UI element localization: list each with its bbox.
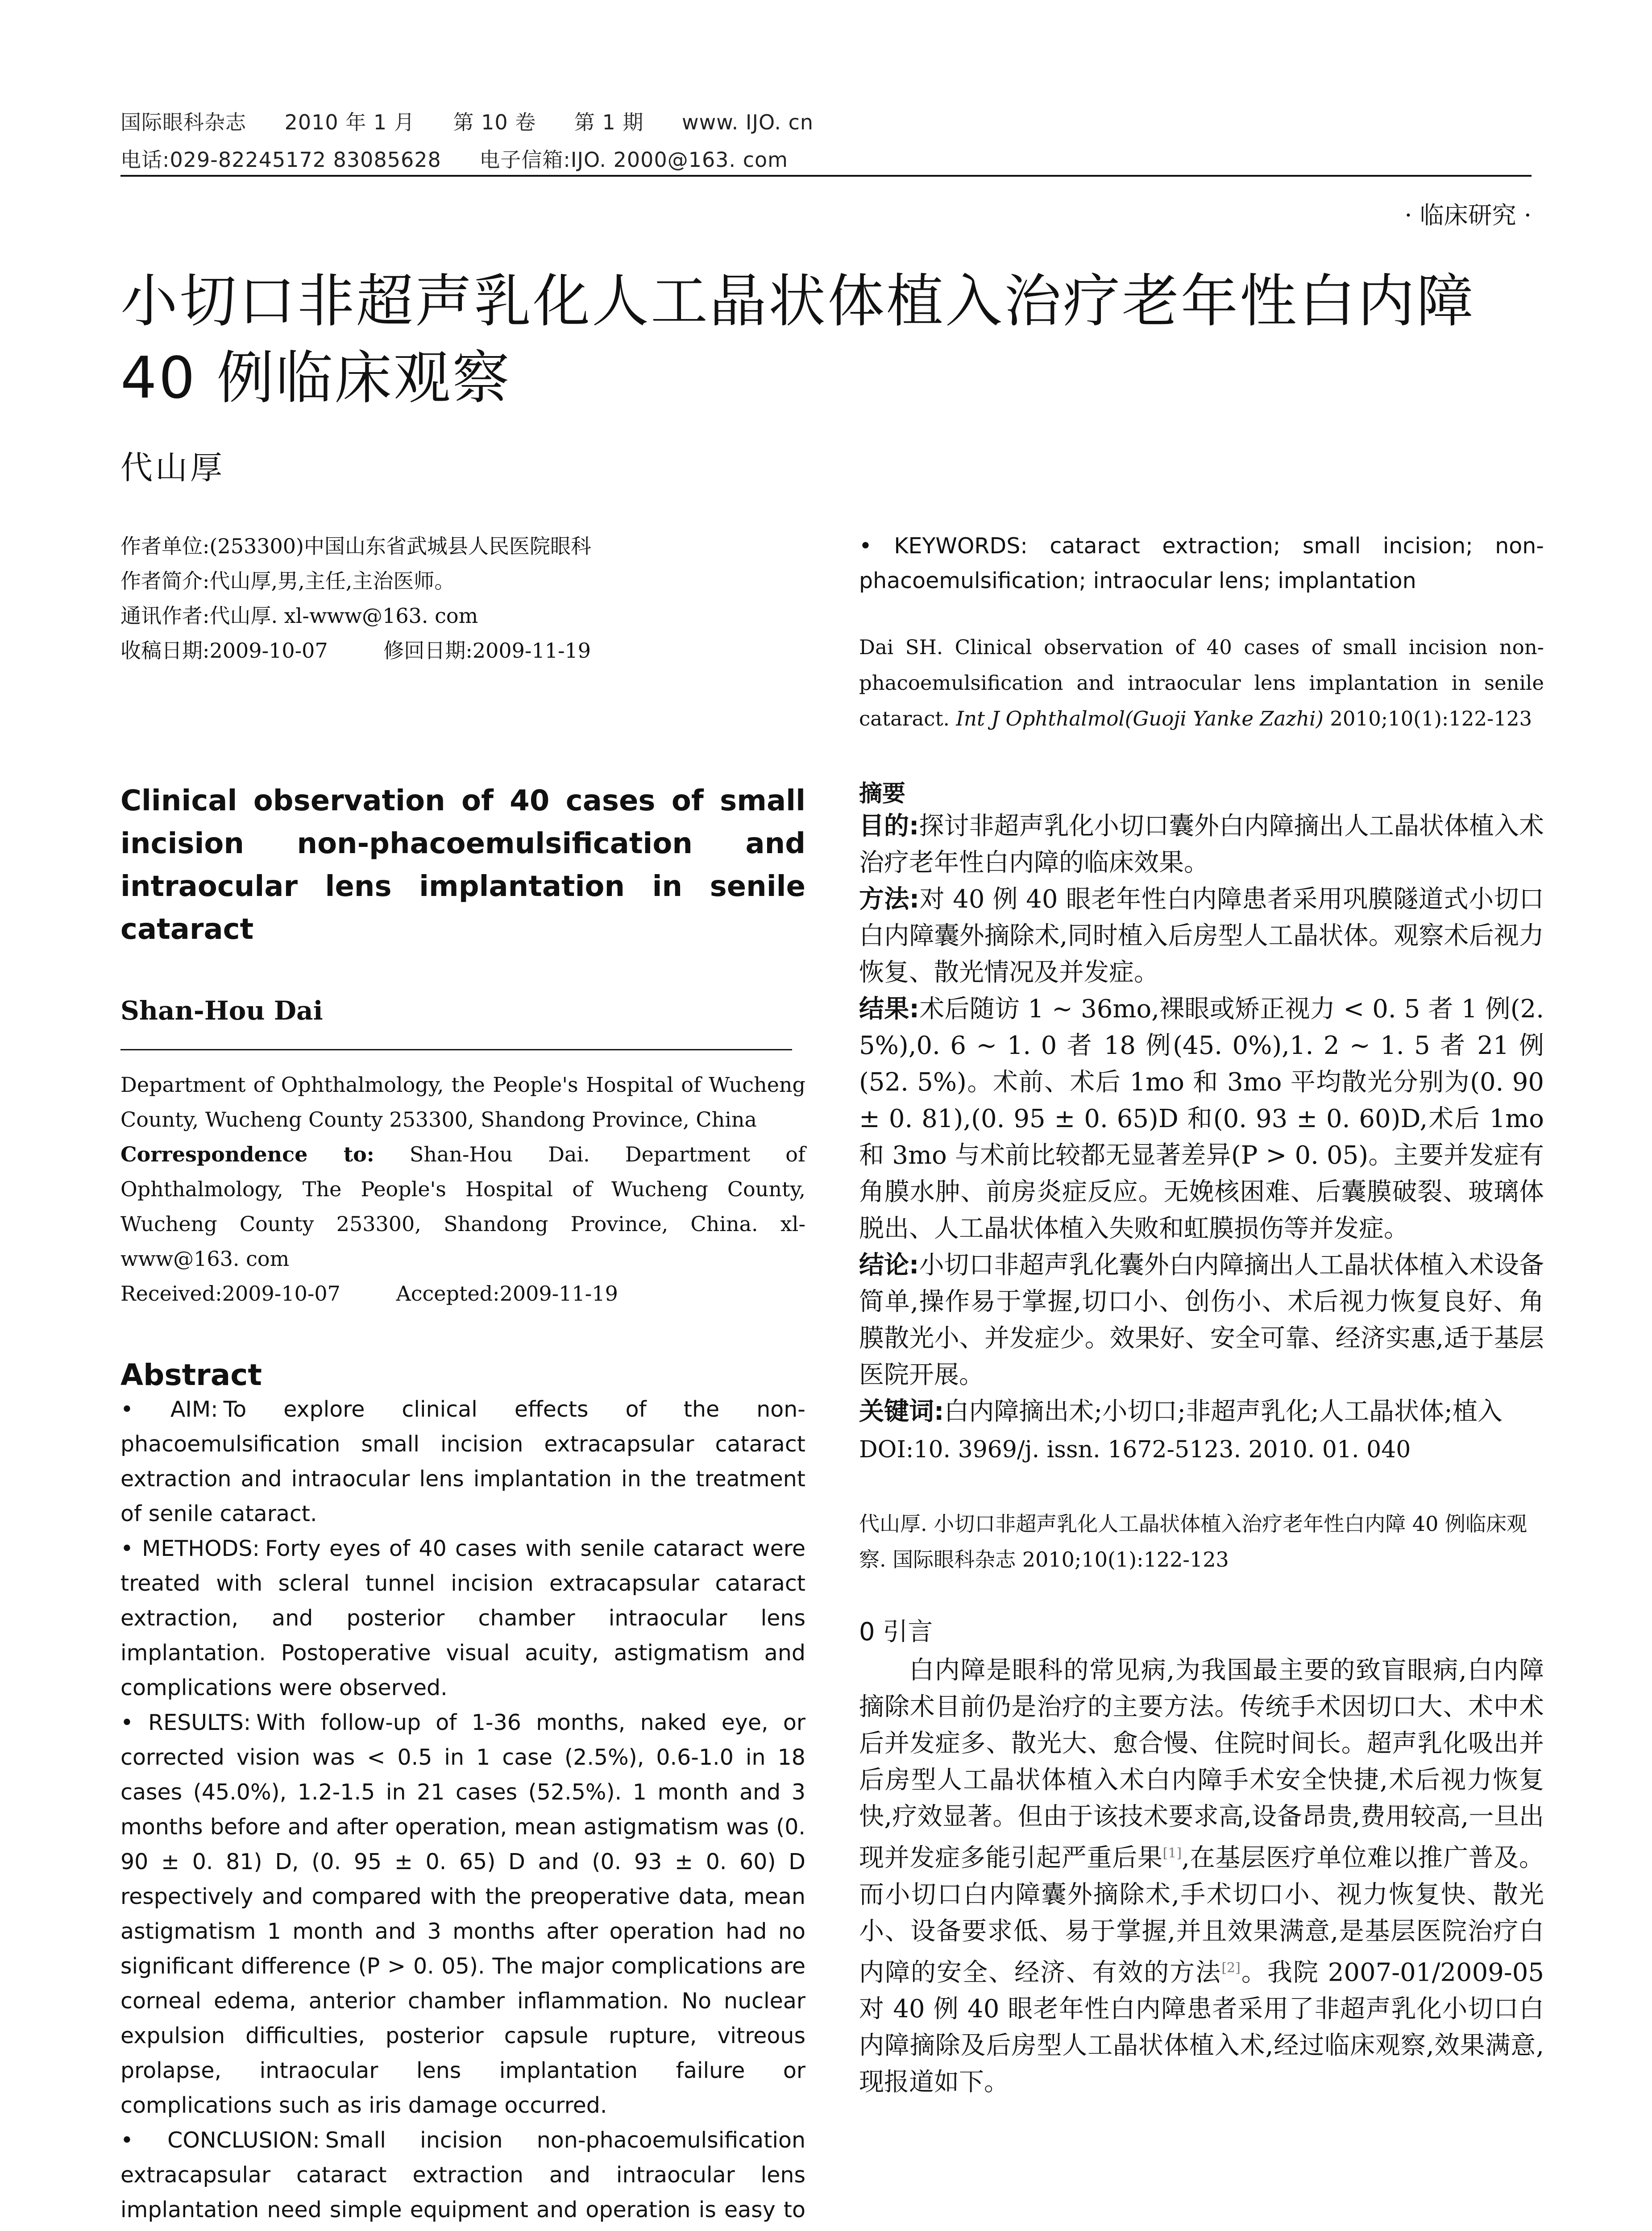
journal-website: www. IJO. cn — [682, 110, 814, 134]
aim-label: • AIM: — [120, 1397, 218, 1422]
author-affiliation-cn: 作者单位:(253300)中国山东省武城县人民医院眼科 — [120, 534, 591, 558]
citation-en-tail: 2010;10(1):122-123 — [1324, 707, 1532, 730]
journal-email: 电子信箱:IJO. 2000@163. com — [479, 148, 788, 172]
cn-conclusion-label: 结论: — [859, 1251, 919, 1280]
affiliation-en: Department of Ophthalmology, the People's Hospital of Wucheng County, Wucheng County 253300, Shandong Province, China — [120, 1073, 805, 1132]
chinese-title: 小切口非超声乳化人工晶状体植入治疗老年性白内障 40 例临床观察 — [120, 268, 1476, 411]
issue-number: 第 1 期 — [574, 110, 644, 134]
cn-keywords-text: 白内障摘出术;小切口;非超声乳化;人工晶状体;植入 — [944, 1397, 1503, 1426]
cn-keywords-label: 关键词: — [859, 1397, 944, 1426]
received-date-cn: 收稿日期:2009-10-07 — [120, 639, 328, 663]
correspondence-en: Shan-Hou Dai. Department of Ophthalmology, The People's Hospital of Wucheng County, Wucheng County 253300, Shandong Province, China. xl-www@163. com — [120, 1142, 805, 1271]
doi: DOI:10. 3969/j. issn. 1672-5123. 2010. 01. 040 — [859, 1436, 1411, 1463]
introduction-heading: 0 引言 — [859, 1617, 933, 1646]
received-date-en: Received:2009-10-07 — [120, 1281, 340, 1306]
abstract-keywords — [859, 529, 1544, 598]
introduction-paragraph — [859, 1652, 1544, 2101]
journal-name: 国际眼科杂志 — [120, 110, 246, 134]
chinese-citation: 代山厚. 小切口非超声乳化人工晶状体植入治疗老年性白内障 40 例临床观察. 国际眼科杂志 2010;10(1):122-123 — [859, 1512, 1527, 1572]
cn-conclusion-text: 小切口非超声乳化囊外白内障摘出人工晶状体植入术设备简单,操作易于掌握,切口小、创伤小、术后视力恢复良好、角膜散光小、并发症少。效果好、安全可靠、经济实惠,适于基层医院开展。 — [859, 1251, 1544, 1389]
intro-text-2: ,在基层医疗单位难以推广普及。而小切口白内障囊外摘除术,手术切口小、视力恢复快、散光小、设备要求低、易于掌握,并且效果满意,是基层医院治疗白内障的安全、经济、有效的方法 — [859, 1843, 1544, 1987]
chinese-article-meta — [120, 529, 805, 668]
cn-methods-label: 方法: — [859, 885, 920, 914]
cn-results-label: 结果: — [859, 995, 919, 1024]
intro-text-1: 白内障是眼科的常见病,为我国最主要的致盲眼病,白内障摘除术目前仍是治疗的主要方法。传统手术因切口大、术中术后并发症多、散光大、愈合慢、住院时间长。超声乳化吸出并后房型人工晶状体植入术白内障手术安全快捷,术后视力恢复快,疗效显著。但由于该技术要求高,设备昂贵,费用较高,一旦出现并发症多能引起严重后果 — [859, 1656, 1544, 1873]
methods-text: Forty eyes of 40 cases with senile cataract were treated with scleral tunnel incision extracapsular cataract extraction, and posterior chamber intraocular lens implantation. Postoperative visual acuity, astigmatism and complications were observed. — [120, 1536, 805, 1700]
cn-aim-text: 探讨非超声乳化小切口囊外白内障摘出人工晶状体植入术治疗老年性白内障的临床效果。 — [859, 812, 1544, 877]
correspondence-cn: 通讯作者:代山厚. xl-www@163. com — [120, 604, 478, 628]
results-label: • RESULTS: — [120, 1710, 251, 1735]
journal-phone: 电话:029-82245172 83085628 — [120, 148, 441, 172]
cn-abstract-methods — [859, 881, 1544, 991]
aim-text: To explore clinical effects of the non-phacoemulsification small incision extracapsular cataract extraction and intraocular lens implantation in the treatment of senile cataract. — [120, 1397, 805, 1526]
abstract-heading: Abstract — [120, 1358, 262, 1392]
cn-abstract-aim — [859, 808, 1544, 881]
english-dates — [120, 1276, 805, 1311]
left-column — [120, 529, 805, 2231]
cn-methods-text: 对 40 例 40 眼老年性白内障患者采用巩膜隧道式小切口白内障囊外摘除术,同时植入后房型人工晶状体。观察术后视力恢复、散光情况及并发症。 — [859, 885, 1544, 987]
abstract-methods — [120, 1531, 805, 1705]
cn-results-text: 术后随访 1 ~ 36mo,裸眼或矫正视力 < 0. 5 者 1 例(2. 5%),0. 6 ~ 1. 0 者 18 例(45. 0%),1. 2 ~ 1. 5 者 21 例(52. 5%)。术前、术后 1mo 和 3mo 平均散光分别为(0. 90 ± 0. 81),(0. 95 ± 0. 65)D 和(0. 93 ± 0. 60)D,术后 1mo 和 3mo 与术前比较都无显著差异(P > 0. 05)。主要并发症有角膜水肿、前房炎症反应。无娩核困难、后囊膜破裂、玻璃体脱出、人工晶状体植入失败和虹膜损伤等并发症。 — [859, 995, 1544, 1243]
author-bio-cn: 作者简介:代山厚,男,主任,主治医师。 — [120, 569, 455, 593]
revised-date-cn: 修回日期:2009-11-19 — [383, 639, 591, 663]
abstract-conclusion — [120, 2123, 805, 2231]
citation-en-text: Dai SH. Clinical observation of 40 cases of small incision non-phacoemulsification and intraocular lens implantation in senile cataract. — [859, 635, 1544, 730]
english-author: Shan-Hou Dai — [120, 995, 323, 1026]
abstract-aim — [120, 1392, 805, 1531]
reference-2[interactable]: [2] — [1221, 1960, 1241, 1976]
section-tag: · 临床研究 · — [1404, 201, 1532, 229]
english-citation — [859, 630, 1544, 737]
abstract-results — [120, 1705, 805, 2123]
english-title: Clinical observation of 40 cases of small incision non-phacoemulsification and intraocular lens implantation in senile cataract — [120, 784, 805, 946]
journal-header-line1 — [120, 106, 845, 136]
chinese-abstract-heading: 摘要 — [859, 780, 906, 807]
cn-abstract-results — [859, 991, 1544, 1247]
correspondence-label-en: Correspondence to: — [120, 1142, 374, 1166]
conclusion-text: Small incision non-phacoemulsification extracapsular cataract extraction and intraocular lens implantation need simple equipment and operation is easy to — [120, 2127, 806, 2223]
keywords-text: cataract extraction; small incision; non-phacoemulsification; intraocular lens; implantation — [859, 533, 1544, 593]
journal-header-line2 — [120, 144, 819, 173]
keywords-label: • KEYWORDS: — [859, 533, 1028, 559]
right-column — [859, 529, 1544, 2101]
cn-abstract-conclusion — [859, 1247, 1544, 1393]
issue-date: 2010 年 1 月 — [284, 110, 415, 134]
english-affiliation — [120, 1067, 805, 1276]
chinese-author: 代山厚 — [120, 449, 225, 486]
conclusion-label: • CONCLUSION: — [120, 2127, 320, 2153]
accepted-date-en: Accepted:2009-11-19 — [396, 1281, 618, 1306]
methods-label: • METHODS: — [120, 1536, 260, 1561]
results-text: With follow-up of 1-36 months, naked eye, or corrected vision was < 0.5 in 1 case (2.5%), 0.6-1.0 in 18 cases (45.0%), 1.2-1.5 in 21 cases (52.5%). 1 month and 3 months before and after operation, mean astigmatism was (0. 90 ± 0. 81) D, (0. 95 ± 0. 65) D and (0. 93 ± 0. 60) D respectively and compared with the preoperative data, mean astigmatism 1 month and 3 months after operation had no significant difference (P > 0. 05). The major complications are corneal edema, anterior chamber inflammation. No nuclear expulsion difficulties, posterior capsule rupture, vitreous prolapse, intraocular lens implantation failure or complications such as iris damage occurred. — [120, 1710, 805, 2118]
citation-en-journal: Int J Ophthalmol(Guoji Yanke Zazhi) — [956, 707, 1324, 730]
header-divider — [120, 175, 1532, 177]
author-divider — [120, 1049, 792, 1050]
dates-cn — [120, 633, 805, 668]
volume: 第 10 卷 — [453, 110, 536, 134]
cn-aim-label: 目的: — [859, 812, 919, 841]
reference-1[interactable]: [1] — [1162, 1845, 1182, 1861]
cn-abstract-keywords — [859, 1393, 1544, 1430]
intro-text-3: 。我院 2007-01/2009-05 对 40 例 40 眼老年性白内障患者采用了非超声乳化小切口白内障摘除及后房型人工晶状体植入术,经过临床观察,效果满意,现报道如下。 — [859, 1958, 1544, 2097]
